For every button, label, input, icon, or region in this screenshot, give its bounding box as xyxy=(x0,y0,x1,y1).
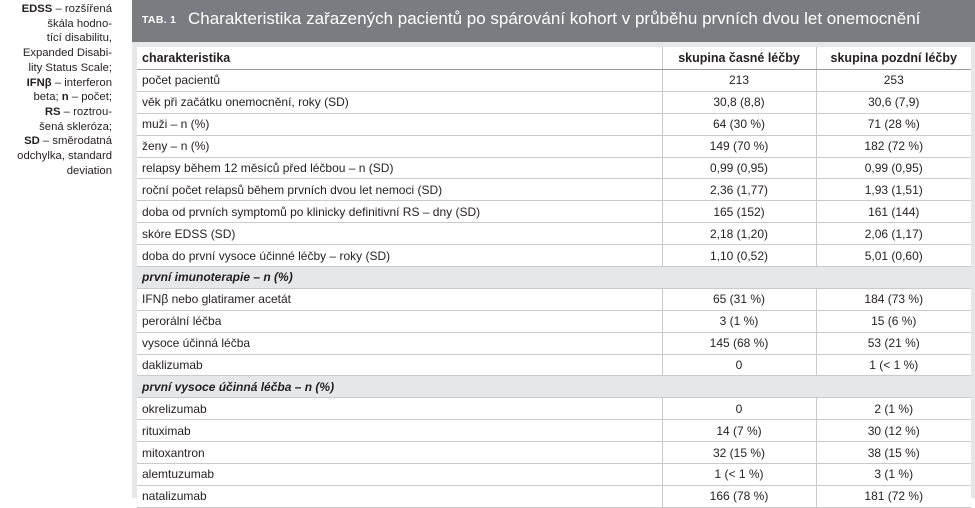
late-group-value: 15 (6 %) xyxy=(816,310,971,332)
row-label: relapsy během 12 měsíců před léčbou – n (SD) xyxy=(137,157,662,179)
table-title-bar xyxy=(132,0,975,42)
table-row xyxy=(137,223,971,245)
table-panel xyxy=(132,0,975,504)
abbreviation-text: lity Status Scale; xyxy=(28,61,112,74)
late-group-value: 184 (73 %) xyxy=(816,288,971,310)
row-label: IFNβ nebo glatiramer acetát xyxy=(137,288,662,310)
early-group-value: 1,10 (0,52) xyxy=(662,245,816,267)
late-group-value: 182 (72 %) xyxy=(816,135,971,157)
abbreviation-line xyxy=(0,31,112,46)
section-row xyxy=(137,376,971,398)
table-row xyxy=(137,113,971,135)
abbreviation-text: – směrodatná xyxy=(39,135,112,148)
section-label: první imunoterapie – n (%) xyxy=(137,267,971,289)
row-label: natalizumab xyxy=(137,485,662,507)
row-label: daklizumab xyxy=(137,354,662,376)
late-group-value: 53 (21 %) xyxy=(816,332,971,354)
early-group-value: 64 (30 %) xyxy=(662,113,816,135)
table-row xyxy=(137,288,971,310)
early-group-value: 166 (78 %) xyxy=(662,485,816,507)
late-group-value: 30 (12 %) xyxy=(816,420,971,442)
early-group-value: 149 (70 %) xyxy=(662,135,816,157)
early-group-value: 1 (< 1 %) xyxy=(662,464,816,486)
early-group-value: 0,99 (0,95) xyxy=(662,157,816,179)
abbreviation-line xyxy=(0,17,112,32)
early-group-value: 3 (1 %) xyxy=(662,310,816,332)
abbreviation-text: tící disabilitu, xyxy=(46,32,112,45)
table-row xyxy=(137,420,971,442)
late-group-value: 2,06 (1,17) xyxy=(816,223,971,245)
early-group-value: 165 (152) xyxy=(662,201,816,223)
early-group-value: 32 (15 %) xyxy=(662,442,816,464)
early-group-value: 145 (68 %) xyxy=(662,332,816,354)
table-row xyxy=(137,245,971,267)
abbreviations-note xyxy=(0,2,112,178)
characteristics-table xyxy=(137,47,971,508)
table-row xyxy=(137,157,971,179)
abbreviation-term: IFNβ xyxy=(26,76,52,89)
late-group-value: 5,01 (0,60) xyxy=(816,245,971,267)
row-label: perorální léčba xyxy=(137,310,662,332)
early-group-value: 213 xyxy=(662,70,816,92)
early-group-value: 14 (7 %) xyxy=(662,420,816,442)
late-group-value: 71 (28 %) xyxy=(816,113,971,135)
abbreviation-line xyxy=(0,120,112,135)
row-label: doba od prvních symptomů po klinicky definitivní RS – dny (SD) xyxy=(137,201,662,223)
late-group-value: 1,93 (1,51) xyxy=(816,179,971,201)
abbreviation-term: EDSS xyxy=(21,3,53,15)
row-label: mitoxantron xyxy=(137,442,662,464)
table-row xyxy=(137,91,971,113)
header-early-group: skupina časné léčby xyxy=(662,47,816,70)
section-row xyxy=(137,267,971,289)
row-label: počet pacientů xyxy=(137,70,662,92)
early-group-value: 2,18 (1,20) xyxy=(662,223,816,245)
late-group-value: 3 (1 %) xyxy=(816,464,971,486)
table-row xyxy=(137,135,971,157)
abbreviation-term: RS xyxy=(44,105,61,118)
abbreviation-line xyxy=(0,76,112,91)
late-group-value: 253 xyxy=(816,70,971,92)
row-label: doba do první vysoce účinné léčby – roky (SD) xyxy=(137,245,662,267)
row-label: rituximab xyxy=(137,420,662,442)
table-row xyxy=(137,464,971,486)
row-label: vysoce účinná léčba xyxy=(137,332,662,354)
table-number: TAB. 1 xyxy=(142,14,177,26)
table-header-row xyxy=(137,47,971,70)
early-group-value: 2,36 (1,77) xyxy=(662,179,816,201)
row-label: alemtuzumab xyxy=(137,464,662,486)
section-label: první vysoce účinná léčba – n (%) xyxy=(137,376,971,398)
row-label: muži – n (%) xyxy=(137,113,662,135)
table-row xyxy=(137,201,971,223)
late-group-value: 181 (72 %) xyxy=(816,485,971,507)
row-label: věk při začátku onemocnění, roky (SD) xyxy=(137,91,662,113)
early-group-value: 65 (31 %) xyxy=(662,288,816,310)
table-row xyxy=(137,310,971,332)
abbreviation-text: – interferon xyxy=(51,76,112,89)
table-row xyxy=(137,354,971,376)
row-label: skóre EDSS (SD) xyxy=(137,223,662,245)
header-characteristic: charakteristika xyxy=(137,47,662,70)
late-group-value: 1 (< 1 %) xyxy=(816,354,971,376)
row-label: ženy – n (%) xyxy=(137,135,662,157)
early-group-value: 0 xyxy=(662,354,816,376)
table-row xyxy=(137,70,971,92)
abbreviation-line xyxy=(0,164,112,179)
abbreviation-line xyxy=(0,46,112,61)
late-group-value: 2 (1 %) xyxy=(816,398,971,420)
late-group-value: 30,6 (7,9) xyxy=(816,91,971,113)
abbreviation-line xyxy=(0,105,112,120)
late-group-value: 0,99 (0,95) xyxy=(816,157,971,179)
abbreviation-term: SD xyxy=(24,135,40,148)
abbreviation-text: – roztrou- xyxy=(60,105,112,118)
early-group-value: 30,8 (8,8) xyxy=(662,91,816,113)
table-row xyxy=(137,485,971,507)
abbreviation-line xyxy=(0,149,112,164)
abbreviation-text: deviation xyxy=(66,164,112,177)
row-label: roční počet relapsů během prvních dvou let nemoci (SD) xyxy=(137,179,662,201)
table-title: Charakteristika zařazených pacientů po spárování kohort v průběhu prvních dvou let onemocnění xyxy=(188,9,921,28)
abbreviation-text: Expanded Disabi- xyxy=(22,47,112,60)
abbreviation-text: odchylka, standard xyxy=(17,150,112,163)
abbreviation-term: n xyxy=(61,91,69,104)
header-late-group: skupina pozdní léčby xyxy=(816,47,971,70)
table-row xyxy=(137,442,971,464)
abbreviation-text: – počet; xyxy=(68,91,112,104)
table-row xyxy=(137,332,971,354)
abbreviation-text: – rozšířená xyxy=(52,3,112,15)
late-group-value: 38 (15 %) xyxy=(816,442,971,464)
abbreviation-text: šená skleróza; xyxy=(39,120,112,133)
abbreviation-line xyxy=(0,61,112,76)
late-group-value: 161 (144) xyxy=(816,201,971,223)
abbreviation-line xyxy=(0,134,112,149)
abbreviation-text: škála hodno- xyxy=(47,17,112,30)
table-row xyxy=(137,398,971,420)
abbreviation-line xyxy=(0,90,112,105)
row-label: okrelizumab xyxy=(137,398,662,420)
early-group-value: 0 xyxy=(662,398,816,420)
abbreviation-line xyxy=(0,2,112,17)
abbreviation-text: beta; xyxy=(33,91,62,104)
table-row xyxy=(137,179,971,201)
